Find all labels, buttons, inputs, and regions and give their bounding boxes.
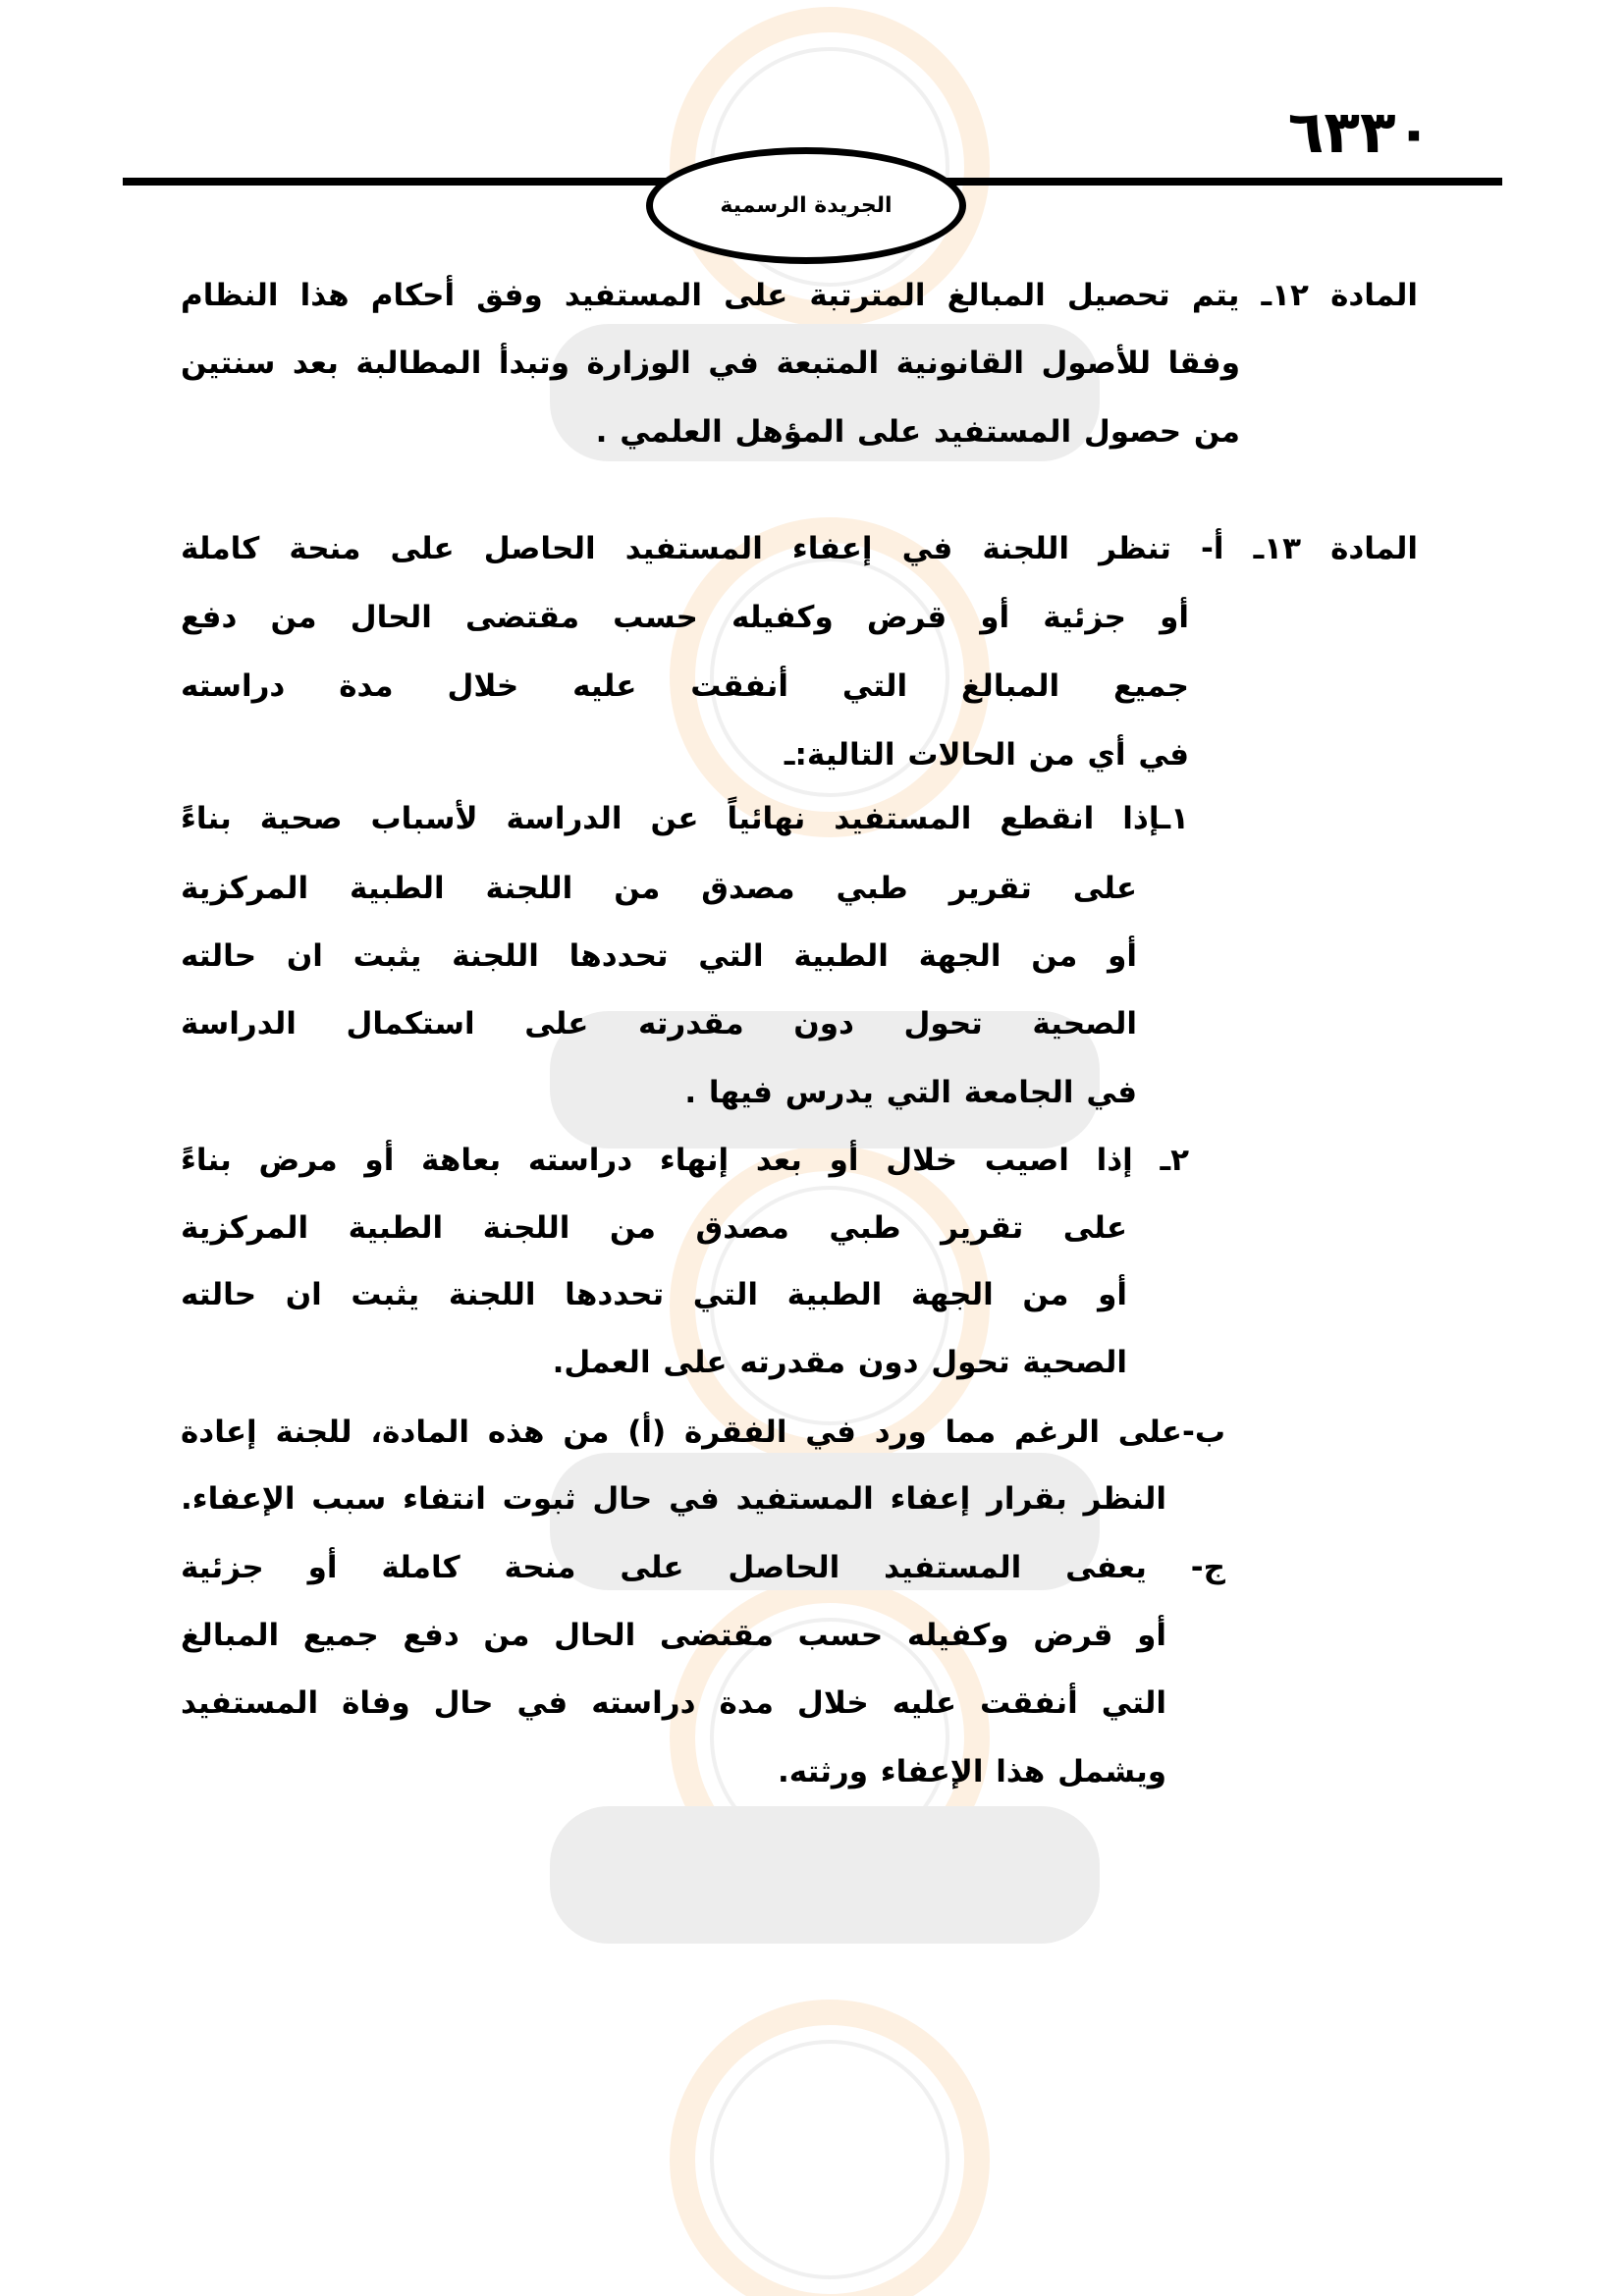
article-13-line: جميع المبالغ التي أنفقت عليه خلال مدة دراسته (181, 668, 1189, 704)
article-12-line: من حصول المستفيد على المؤهل العلمي . (595, 414, 1240, 450)
para-b-line: ب-على الرغم مما ورد في الفقرة (أ) من هذه المادة، للجنة إعادة (181, 1415, 1225, 1450)
para-b-line: النظر بقرار إعفاء المستفيد في حال ثبوت انتفاء سبب الإعفاء. (181, 1481, 1166, 1517)
para-c-line: أو قرض وكفيله حسب مقتضى الحال من دفع جميع المبالغ (181, 1618, 1166, 1653)
case-2-line: أو من الجهة الطبية التي تحددها اللجنة يثبت ان حالته (181, 1277, 1127, 1312)
article-12-line: المادة ١٢ـ يتم تحصيل المبالغ المترتبة على المستفيد وفق أحكام هذا النظام (181, 278, 1418, 313)
case-2-line: ٢ـ إذا اصيب خلال أو بعد إنهاء دراسته بعاهة أو مرض بناءً (181, 1143, 1189, 1178)
gazette-title-badge (646, 147, 966, 264)
case-1-line: الصحية تحول دون مقدرته على استكمال الدراسة (181, 1006, 1137, 1041)
case-1-line: في الجامعة التي يدرس فيها . (684, 1075, 1137, 1110)
gazette-title: الجريدة الرسمية (720, 193, 893, 218)
para-c-line: ويشمل هذا الإعفاء ورثته. (778, 1754, 1166, 1789)
case-1-line: ١ـإذا انقطع المستفيد نهائياً عن الدراسة لأسباب صحية بناءً (181, 801, 1189, 836)
para-c-line: ج- يعفى المستفيد الحاصل على منحة كاملة أو جزئية (181, 1550, 1225, 1585)
article-13-line: أو جزئية أو قرض وكفيله حسب مقتضى الحال من دفع (181, 600, 1189, 635)
article-13-line: في أي من الحالات التالية:ـ (784, 737, 1189, 773)
para-c-line: التي أنفقت عليه خلال مدة دراسته في حال وفاة المستفيد (181, 1685, 1166, 1721)
case-2-line: على تقرير طبي مصدق من اللجنة الطبية المركزية (181, 1210, 1127, 1246)
case-2-line: الصحية تحول دون مقدرته على العمل. (552, 1345, 1127, 1380)
case-1-line: على تقرير طبي مصدق من اللجنة الطبية المركزية (181, 871, 1137, 906)
page-number: ٦٣٣٠ (1287, 98, 1433, 167)
article-13-line: المادة ١٣ـ أ- تنظر اللجنة في إعفاء المستفيد الحاصل على منحة كاملة (181, 531, 1418, 566)
case-1-line: أو من الجهة الطبية التي تحددها اللجنة يثبت ان حالته (181, 938, 1137, 974)
article-12-line: وفقا للأصول القانونية المتبعة في الوزارة وتبدأ المطالبة بعد سنتين (181, 346, 1240, 381)
